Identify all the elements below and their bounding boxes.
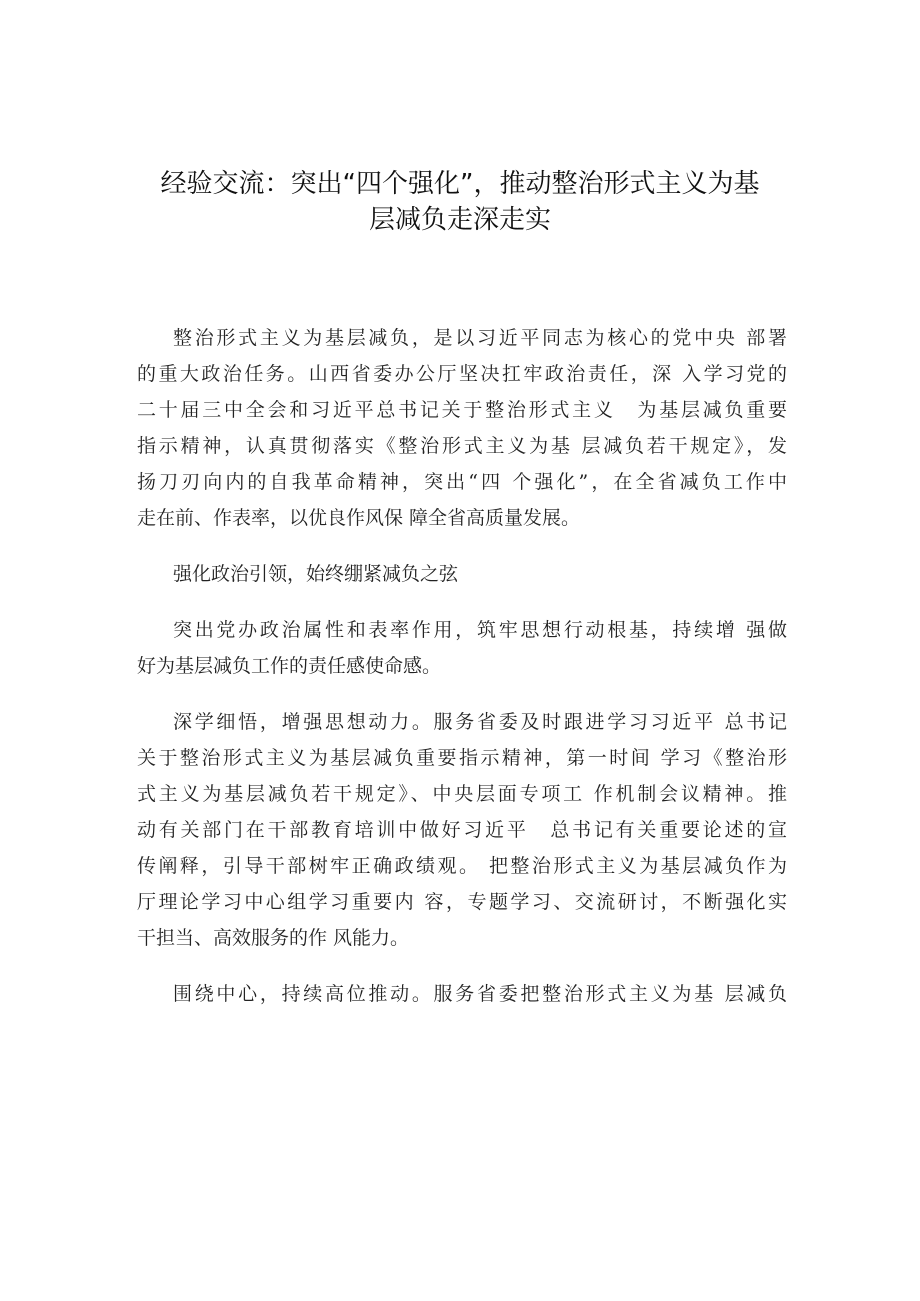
text-line: 二十届三中全会和习近平总书记关于整治形式主义 为基层减负重要 <box>137 399 787 421</box>
text-line: 式主义为基层减负若干规定》、中央层面专项工 作机制会议精神。推 <box>137 783 787 805</box>
title-line: 经验交流：突出“四个强化”，推动整治形式主义为基 <box>160 169 760 199</box>
paragraph <box>137 704 787 956</box>
text-line: 围绕中心，持续高位推动。服务省委把整治形式主义为基 层减负 <box>173 983 787 1005</box>
text-line: 走在前、作表率，以优良作风保 障全省高质量发展。 <box>137 507 581 529</box>
document-body <box>137 320 787 1032</box>
text-line: 整治形式主义为基层减负，是以习近平同志为核心的党中央 部署 <box>173 327 787 349</box>
text-line: 突出党办政治属性和表率作用，筑牢思想行动根基，持续增 强做 <box>173 619 787 641</box>
text-line: 传阐释，引导干部树牢正确政绩观。 把整治形式主义为基层减负作为 <box>137 855 787 877</box>
text-line: 指示精神，认真贯彻落实《整治形式主义为基 层减负若干规定》，发 <box>137 435 787 457</box>
text-line: 扬刀刃向内的自我革命精神，突出“四 个强化”，在全省减负工作中 <box>137 471 787 493</box>
text-line: 关于整治形式主义为基层减负重要指示精神，第一时间 学习《整治形 <box>137 747 787 769</box>
paragraph-intro <box>137 320 787 536</box>
text-line: 好为基层减负工作的责任感使命感。 <box>137 655 442 677</box>
text-line: 干担当、高效服务的作 风能力。 <box>137 927 410 949</box>
paragraph <box>137 612 787 684</box>
text-line: 动有关部门在干部教育培训中做好习近平 总书记有关重要论述的宣 <box>137 819 787 841</box>
text-line: 强化政治引领，始终绷紧减负之弦 <box>173 563 459 585</box>
text-line: 厅理论学习中心组学习重要内 容，专题学习、交流研讨，不断强化实 <box>137 891 787 913</box>
text-line: 的重大政治任务。山西省委办公厅坚决扛牢政治责任，深 入学习党的 <box>137 363 787 385</box>
document-title <box>100 166 820 238</box>
text-line: 深学细悟，增强思想动力。服务省委及时跟进学习习近平 总书记 <box>173 711 787 733</box>
section-heading <box>137 556 787 592</box>
paragraph <box>137 976 787 1012</box>
title-line: 层减负走深走实 <box>368 205 551 235</box>
